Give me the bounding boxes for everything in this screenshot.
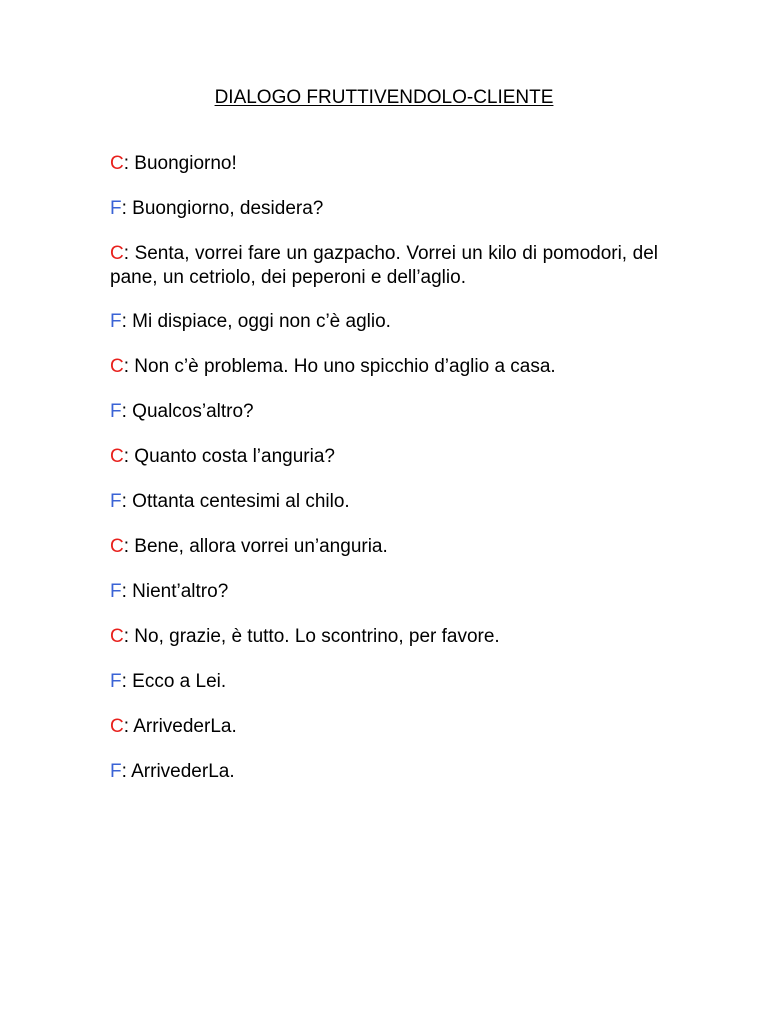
dialogue-line: [110, 355, 658, 379]
speaker-label: C: [110, 716, 124, 737]
line-text: : Bene, allora vorrei un’anguria.: [123, 536, 388, 557]
speaker-label: C: [110, 153, 124, 174]
line-text: : ArrivederLa.: [121, 761, 235, 782]
speaker-label: C: [110, 536, 124, 557]
line-text: : Qualcos’altro?: [121, 401, 254, 422]
line-text: : Nient’altro?: [121, 581, 229, 602]
speaker-label: C: [110, 626, 124, 647]
dialogue-line: [110, 580, 658, 604]
line-text: : Buongiorno, desidera?: [121, 198, 324, 219]
dialogue-line: [110, 760, 658, 784]
speaker-label: F: [110, 581, 122, 602]
dialogue-line: [110, 400, 658, 424]
line-text: : Non c’è problema. Ho uno spicchio d’aglio a casa.: [123, 356, 556, 377]
dialogue-line: [110, 242, 658, 290]
speaker-label: F: [110, 311, 122, 332]
dialogue-line: [110, 625, 658, 649]
speaker-label: F: [110, 491, 122, 512]
speaker-label: F: [110, 671, 122, 692]
line-text: : Buongiorno!: [123, 153, 237, 174]
line-text: : Ottanta centesimi al chilo.: [121, 491, 350, 512]
dialogue-line: [110, 535, 658, 559]
dialogue-line: [110, 715, 658, 739]
page-title: DIALOGO FRUTTIVENDOLO-CLIENTE: [214, 87, 554, 108]
line-text: : Senta, vorrei fare un gazpacho. Vorrei un kilo di pomodori, del pane, un cetriolo, dei peperoni e dell’aglio.: [110, 243, 658, 288]
line-text: : No, grazie, è tutto. Lo scontrino, per favore.: [123, 626, 500, 647]
line-text: : Mi dispiace, oggi non c’è aglio.: [121, 311, 391, 332]
line-text: : ArrivederLa.: [123, 716, 237, 737]
dialogue-line: [110, 197, 658, 221]
speaker-label: F: [110, 401, 122, 422]
speaker-label: F: [110, 198, 122, 219]
line-text: : Quanto costa l’anguria?: [123, 446, 335, 467]
dialogue: [110, 152, 658, 805]
dialogue-line: [110, 670, 658, 694]
speaker-label: F: [110, 761, 122, 782]
speaker-label: C: [110, 243, 124, 264]
speaker-label: C: [110, 356, 124, 377]
dialogue-line: [110, 310, 658, 334]
dialogue-line: [110, 445, 658, 469]
line-text: : Ecco a Lei.: [121, 671, 227, 692]
speaker-label: C: [110, 446, 124, 467]
dialogue-line: [110, 490, 658, 514]
dialogue-line: [110, 152, 658, 176]
